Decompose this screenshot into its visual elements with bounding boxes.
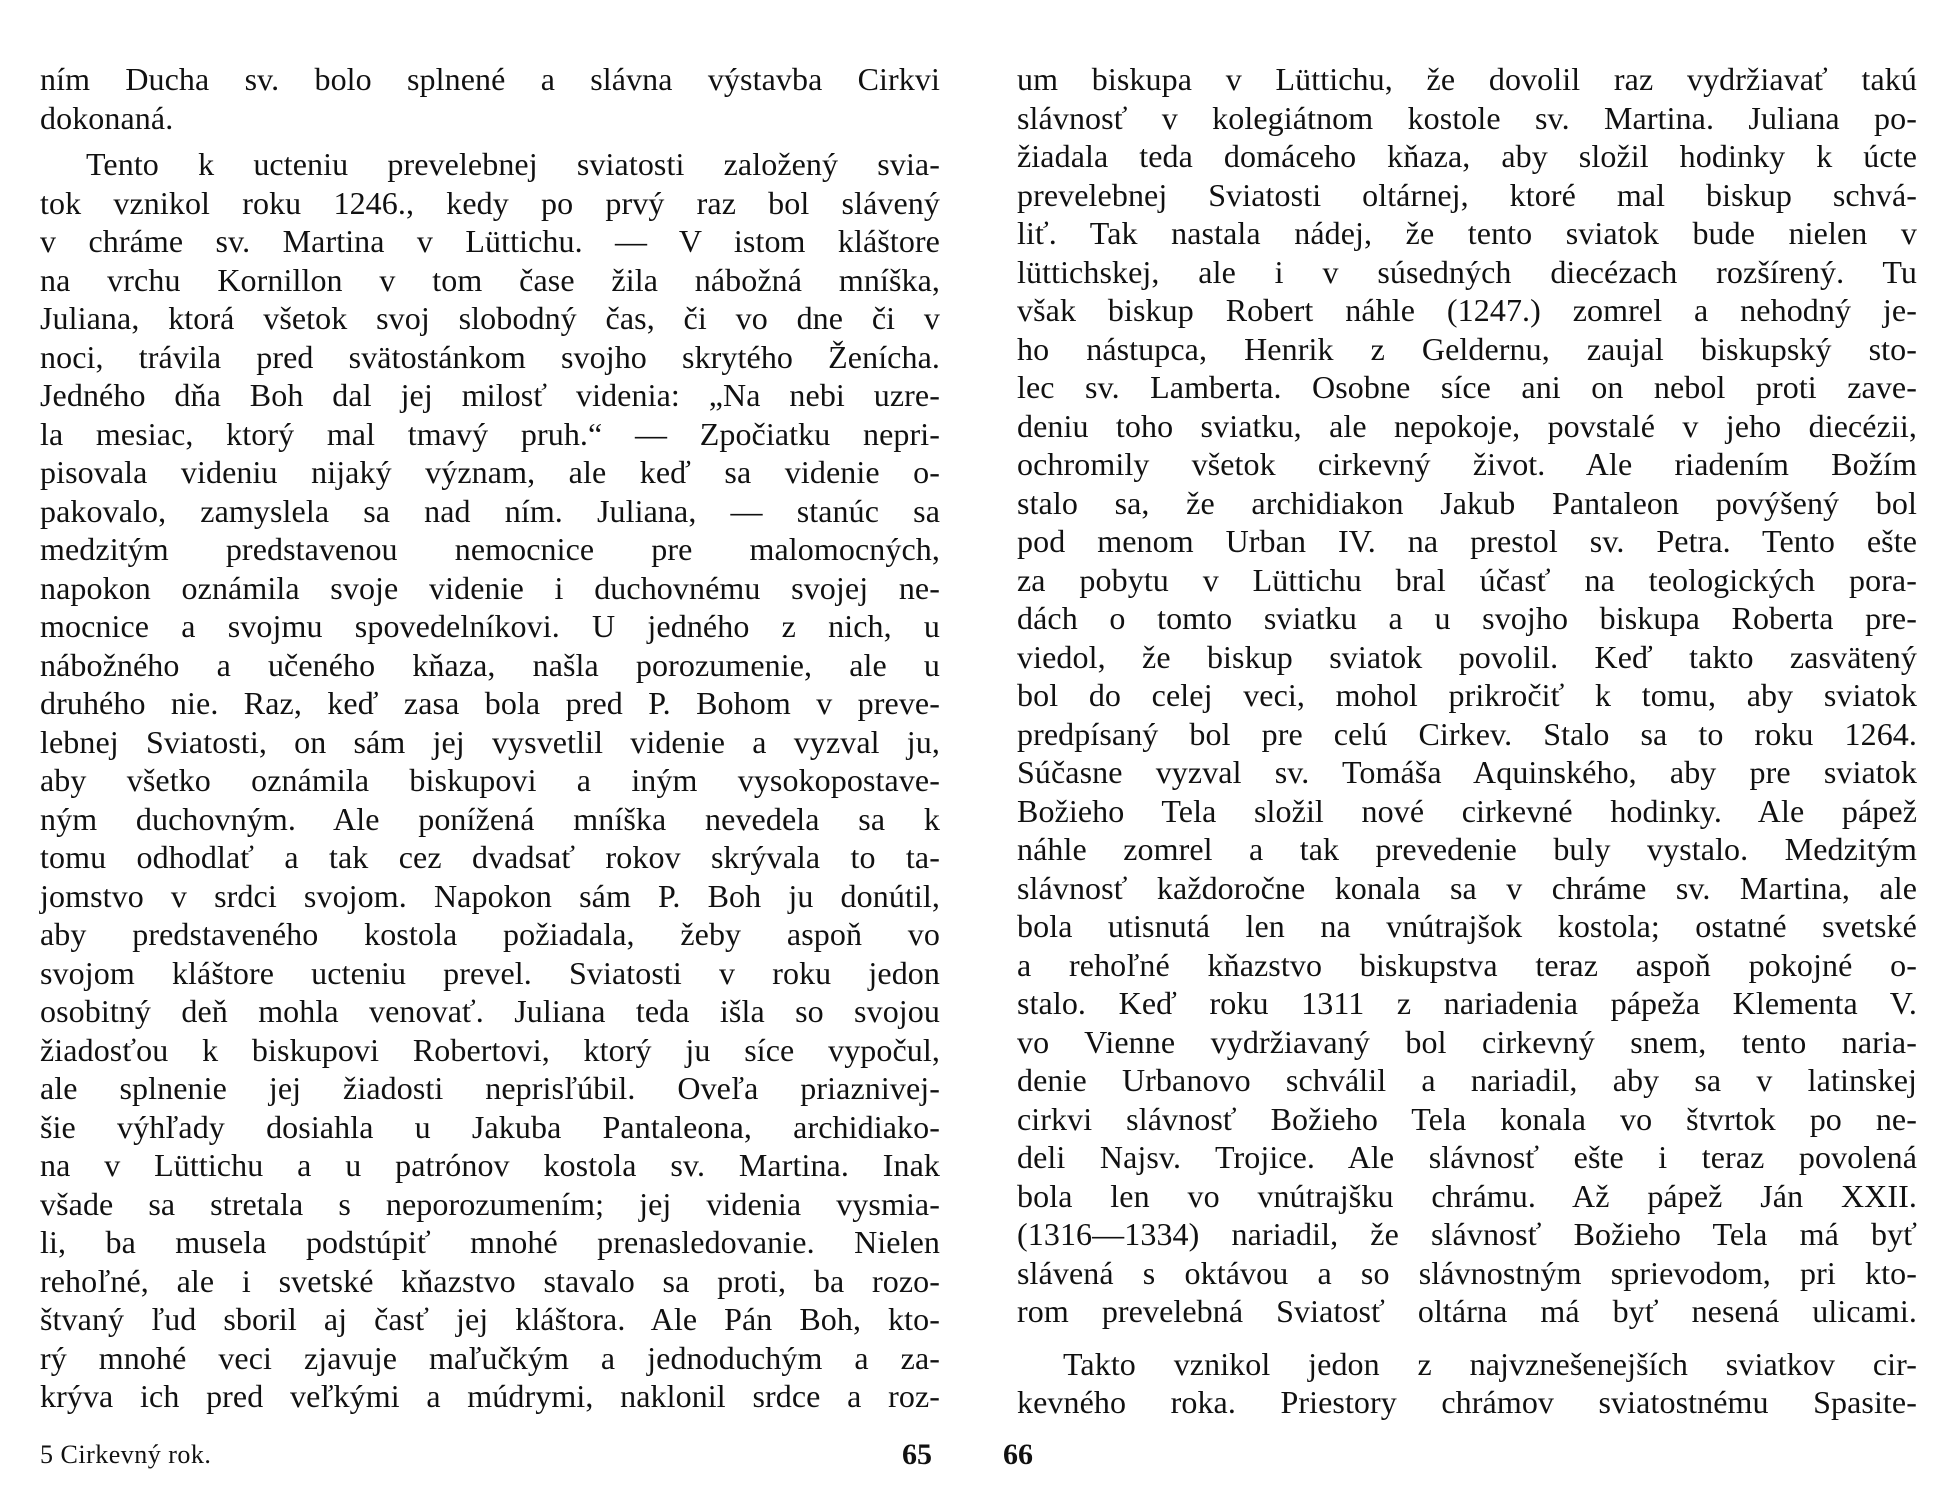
text-line: štvaný ľud sboril aj časť jej kláštora. Ale Pán Boh, kto- <box>40 1301 940 1337</box>
text-line: denie Urbanovo schválil a nariadil, aby sa v latinskej <box>1017 1062 1917 1098</box>
text-line: medzitým predstavenou nemocnice pre malomocných, <box>40 531 940 567</box>
text-line: svojom kláštore ucteniu prevel. Sviatosti v roku jedon <box>40 954 940 991</box>
text-line: Tento k ucteniu prevelebnej sviatosti založený svia- <box>86 146 940 182</box>
text-line: dokonaná. <box>40 99 174 136</box>
text-line: šie výhľady dosiahla u Jakuba Pantaleona, archidiako- <box>40 1108 940 1145</box>
text-line: Takto vznikol jedon z najvznešenejších sviatkov cir- <box>1063 1345 1917 1382</box>
page-number-right: 66 <box>1003 1438 1033 1471</box>
text-line: na v Lüttichu a u patrónov kostola sv. Martina. Inak <box>40 1147 940 1183</box>
text-line: dách o tomto sviatku a u svojho biskupa Roberta pre- <box>1017 600 1917 636</box>
text-line: jomstvo v srdci svojom. Napokon sám P. Boh ju donútil, <box>40 877 940 914</box>
text-line: cirkvi slávnosť Božieho Tela konala vo štvrtok po ne- <box>1017 1100 1917 1137</box>
text-line: však biskup Robert náhle (1247.) zomrel a nehodný je- <box>1017 292 1917 328</box>
text-line: predpísaný bol pre celú Cirkev. Stalo sa to roku 1264. <box>1017 715 1917 752</box>
text-line: deli Najsv. Trojice. Ale slávnosť ešte i teraz povolená <box>1017 1139 1917 1175</box>
text-line: lüttichskej, ale i v súsedných diecézach rozšírený. Tu <box>1017 253 1917 290</box>
text-line: Súčasne vyzval sv. Tomáša Aquinského, aby pre sviatok <box>1017 754 1917 790</box>
text-line: liť. Tak nastala nádej, že tento sviatok bude nielen v <box>1017 215 1917 251</box>
text-line: žiadala teda domáceho kňaza, aby složil hodinky k úcte <box>1017 138 1917 174</box>
text-line: bola utisnutá len na vnútrajšok kostola; ostatné svetské <box>1017 908 1917 944</box>
text-line: noci, trávila pred svätostánkom svojho skrytého Ženícha. <box>40 338 940 375</box>
text-line: pakovalo, zamyslela sa nad ním. Juliana, — stanúc sa <box>40 492 940 529</box>
text-line: ným duchovným. Ale ponížená mníška nevedela sa k <box>40 800 940 837</box>
text-line: tomu odhodlať a tak cez dvadsať rokov skrývala to ta- <box>40 839 940 875</box>
text-line: náhle zomrel a tak prevedenie buly vystalo. Medzitým <box>1017 831 1917 867</box>
text-line: stalo. Keď roku 1311 z nariadenia pápeža Klementa V. <box>1017 985 1917 1021</box>
text-line: rom prevelebná Sviatosť oltárna má byť nesená ulicami. <box>1017 1293 1917 1329</box>
text-line: slávená s oktávou a so slávnostným sprievodom, pri kto- <box>1017 1254 1917 1291</box>
text-line: slávnosť v kolegiátnom kostole sv. Martina. Juliana po- <box>1017 99 1917 136</box>
text-line: Božieho Tela složil nové cirkevné hodinky. Ale pápež <box>1017 792 1917 829</box>
text-line: deniu toho sviatku, ale nepokoje, povstalé v jeho diecézii, <box>1017 407 1917 444</box>
text-line: um biskupa v Lüttichu, že dovolil raz vydržiavať takú <box>1017 61 1917 97</box>
text-line: napokon oznámila svoje videnie i duchovnému svojej ne- <box>40 569 940 606</box>
text-line: (1316—1334) nariadil, že slávnosť Božieho Tela má byť <box>1017 1216 1917 1252</box>
text-line: ale splnenie jej žiadosti neprisľúbil. Oveľa priaznivej- <box>40 1070 940 1106</box>
text-line: na vrchu Kornillon v tom čase žila nábožná mníška, <box>40 261 940 298</box>
text-line: aby všetko oznámila biskupovi a iným vysokopostave- <box>40 762 940 798</box>
text-line: stalo sa, že archidiakon Jakub Pantaleon povýšený bol <box>1017 484 1917 521</box>
text-line: prevelebnej Sviatosti oltárnej, ktoré mal biskup schvá- <box>1017 176 1917 213</box>
text-line: li, ba musela podstúpiť mnohé prenasledovanie. Nielen <box>40 1224 940 1260</box>
text-line: pod menom Urban IV. na prestol sv. Petra. Tento ešte <box>1017 523 1917 559</box>
text-line: v chráme sv. Martina v Lüttichu. — V istom kláštore <box>40 223 940 259</box>
page-number-left: 65 <box>902 1438 932 1471</box>
right-page-text <box>1017 60 1917 1422</box>
text-line: bola len vo vnútrajšku chrámu. Až pápež Ján XXII. <box>1017 1177 1917 1214</box>
text-line: pisovala videniu nijaký význam, ale keď sa videnie o- <box>40 454 940 490</box>
text-line: nábožného a učeného kňaza, našla porozumenie, ale u <box>40 646 940 683</box>
text-line: rehoľné, ale i svetské kňazstvo stavalo sa proti, ba rozo- <box>40 1262 940 1299</box>
text-line: tok vznikol roku 1246., kedy po prvý raz bol slávený <box>40 184 940 221</box>
text-line: Juliana, ktorá všetok svoj slobodný čas, či vo dne či v <box>40 300 940 336</box>
text-line: ochromily všetok cirkevný život. Ale riadením Božím <box>1017 446 1917 482</box>
text-line: la mesiac, ktorý mal tmavý pruh.“ — Zpočiatku nepri- <box>40 415 940 452</box>
text-line: druhého nie. Raz, keď zasa bola pred P. Bohom v preve- <box>40 685 940 721</box>
text-line: a rehoľné kňazstvo biskupstva teraz aspoň pokojné o- <box>1017 946 1917 983</box>
text-line: aby predstaveného kostola požiadala, žeby aspoň vo <box>40 916 940 952</box>
text-line: lebnej Sviatosti, on sám jej vysvetlil videnie a vyzval ju, <box>40 723 940 760</box>
right-page <box>967 0 1934 1500</box>
text-line: krýva ich pred veľkými a múdrymi, naklonil srdce a roz- <box>40 1378 940 1414</box>
text-line: lec sv. Lamberta. Osobne síce ani on nebol proti zave- <box>1017 369 1917 405</box>
text-line: vo Vienne vydržiavaný bol cirkevný snem, tento naria- <box>1017 1023 1917 1060</box>
text-line: za pobytu v Lüttichu bral účasť na teologických pora- <box>1017 561 1917 598</box>
footer-signature: 5 Cirkevný rok. <box>40 1440 212 1469</box>
text-line: mocnice a svojmu spovedelníkovi. U jedného z nich, u <box>40 608 940 644</box>
text-line: žiadosťou k biskupovi Robertovi, ktorý ju síce vypočul, <box>40 1031 940 1068</box>
text-line: rý mnohé veci zjavuje maľučkým a jednoduchým a za- <box>40 1339 940 1376</box>
text-line: slávnosť každoročne konala sa v chráme sv. Martina, ale <box>1017 869 1917 906</box>
text-line: osobitný deň mohla venovať. Juliana teda išla so svojou <box>40 993 940 1029</box>
text-line: bol do celej veci, mohol prikročiť k tomu, aby sviatok <box>1017 677 1917 713</box>
left-page-text <box>40 60 940 1416</box>
text-line: viedol, že biskup sviatok povolil. Keď takto zasvätený <box>1017 638 1917 675</box>
text-line: ním Ducha sv. bolo splnené a slávna výstavba Cirkvi <box>40 61 940 97</box>
text-line: kevného roka. Priestory chrámov sviatostnému Spasite- <box>1017 1384 1917 1420</box>
text-line: Jedného dňa Boh dal jej milosť videnia: „Na nebi uzre- <box>40 377 940 413</box>
text-line: všade sa stretala s neporozumením; jej videnia vysmia- <box>40 1185 940 1222</box>
text-line: ho nástupca, Henrik z Geldernu, zaujal biskupský sto- <box>1017 330 1917 367</box>
